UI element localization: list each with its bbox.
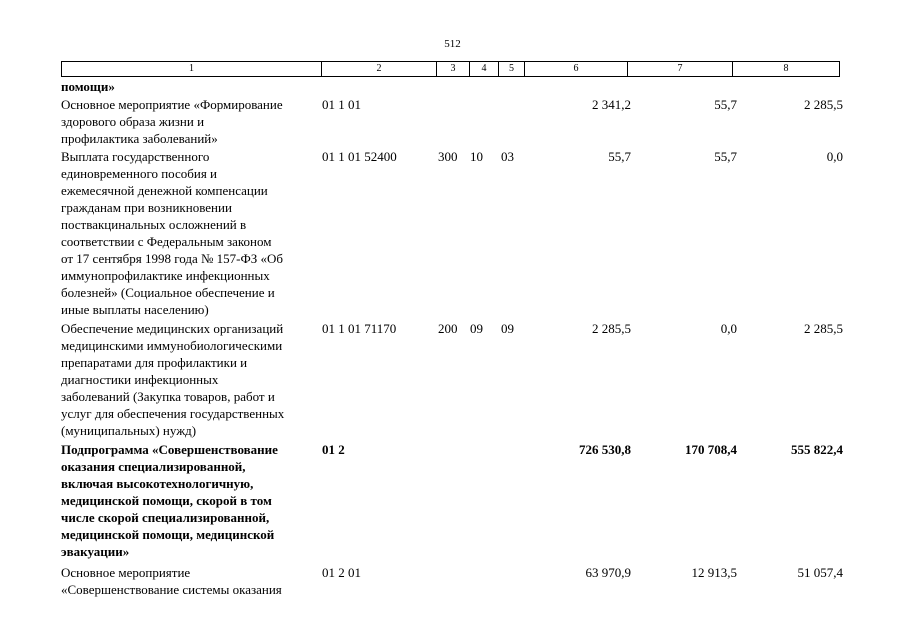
row-code: 01 2 01 bbox=[322, 565, 361, 580]
header-col-2: 2 bbox=[322, 62, 437, 77]
row-name bbox=[61, 564, 323, 598]
row-value-3: 2 285,5 bbox=[804, 321, 843, 336]
row-name-line: болезней» (Социальное обеспечение и bbox=[61, 285, 275, 300]
row-name-line: включая высокотехнологичную, bbox=[61, 476, 254, 491]
row-subsection: 09 bbox=[501, 321, 514, 336]
row-name-line: препаратами для профилактики и bbox=[61, 355, 248, 370]
row-name-line: числе скорой специализированной, bbox=[61, 510, 270, 525]
row-value-2: 0,0 bbox=[720, 321, 737, 336]
row-code: 01 1 01 bbox=[322, 97, 361, 112]
row-name-line: оказания специализированной, bbox=[61, 459, 246, 474]
row-value-total: 2 285,5 bbox=[592, 321, 631, 336]
page-number: 512 bbox=[444, 38, 461, 50]
row-name-line: Основное мероприятие bbox=[61, 565, 191, 580]
row-name-line: медицинской помощи, медицинской bbox=[61, 527, 275, 542]
row-name-line: эвакуации» bbox=[61, 544, 130, 559]
row-name-line: гражданам при возникновении bbox=[61, 200, 232, 215]
row-section: 09 bbox=[470, 321, 483, 336]
header-col-7: 7 bbox=[628, 62, 733, 77]
row-name-line: заболеваний (Закупка товаров, работ и bbox=[61, 389, 275, 404]
row-name-line: от 17 сентября 1998 года № 157-ФЗ «Об bbox=[61, 251, 284, 266]
row-value-2: 12 913,5 bbox=[691, 565, 737, 580]
row-expense-type: 300 bbox=[438, 149, 458, 164]
row-value-2: 170 708,4 bbox=[685, 442, 737, 457]
row-name-line: иммунопрофилактике инфекционных bbox=[61, 268, 270, 283]
row-section: 10 bbox=[470, 149, 483, 164]
row-name-line: медицинской помощи, скорой в том bbox=[61, 493, 272, 508]
row-name bbox=[61, 320, 323, 439]
row-name-line: здорового образа жизни и bbox=[61, 114, 205, 129]
row-name-line: медицинскими иммунобиологическими bbox=[61, 338, 283, 353]
row-code: 01 2 bbox=[322, 442, 345, 457]
header-col-8: 8 bbox=[733, 62, 840, 77]
row-value-total: 2 341,2 bbox=[592, 97, 631, 112]
header-col-1: 1 bbox=[62, 62, 322, 77]
row-name-line: поствакцинальных осложнений в bbox=[61, 217, 247, 232]
row-name-line: Подпрограмма «Совершенствование bbox=[61, 442, 278, 457]
row-name bbox=[61, 96, 323, 147]
row-value-3: 51 057,4 bbox=[797, 565, 843, 580]
row-name-line: Обеспечение медицинских организаций bbox=[61, 321, 284, 336]
row-value-total: 63 970,9 bbox=[585, 565, 631, 580]
row-name-line: Основное мероприятие «Формирование bbox=[61, 97, 283, 112]
row-name-line: профилактика заболеваний» bbox=[61, 131, 218, 146]
row-value-total: 55,7 bbox=[608, 149, 631, 164]
row-name-line: «Совершенствование системы оказания bbox=[61, 582, 282, 597]
row-value-3: 2 285,5 bbox=[804, 97, 843, 112]
column-number-header bbox=[61, 61, 840, 77]
header-col-6: 6 bbox=[525, 62, 628, 77]
row-expense-type: 200 bbox=[438, 321, 458, 336]
row-name-line: иные выплаты населению) bbox=[61, 302, 209, 317]
row-code: 01 1 01 52400 bbox=[322, 149, 397, 164]
row-name-line: ежемесячной денежной компенсации bbox=[61, 183, 268, 198]
row-name-line: помощи» bbox=[61, 79, 115, 94]
row-name bbox=[61, 78, 323, 95]
row-name-line: (муниципальных) нужд) bbox=[61, 423, 197, 438]
row-value-2: 55,7 bbox=[714, 97, 737, 112]
row-name-line: услуг для обеспечения государственных bbox=[61, 406, 285, 421]
row-name bbox=[61, 441, 323, 560]
row-name-line: диагностики инфекционных bbox=[61, 372, 219, 387]
row-name-line: Выплата государственного bbox=[61, 149, 210, 164]
header-col-4: 4 bbox=[470, 62, 499, 77]
row-value-total: 726 530,8 bbox=[579, 442, 631, 457]
row-name-line: соответствии с Федеральным законом bbox=[61, 234, 272, 249]
header-row bbox=[62, 62, 840, 77]
row-name-line: единовременного пособия и bbox=[61, 166, 218, 181]
row-value-3: 0,0 bbox=[826, 149, 843, 164]
row-name bbox=[61, 148, 323, 318]
row-subsection: 03 bbox=[501, 149, 514, 164]
row-code: 01 1 01 71170 bbox=[322, 321, 397, 336]
header-col-5: 5 bbox=[499, 62, 525, 77]
row-value-3: 555 822,4 bbox=[791, 442, 843, 457]
row-value-2: 55,7 bbox=[714, 149, 737, 164]
header-col-3: 3 bbox=[437, 62, 470, 77]
